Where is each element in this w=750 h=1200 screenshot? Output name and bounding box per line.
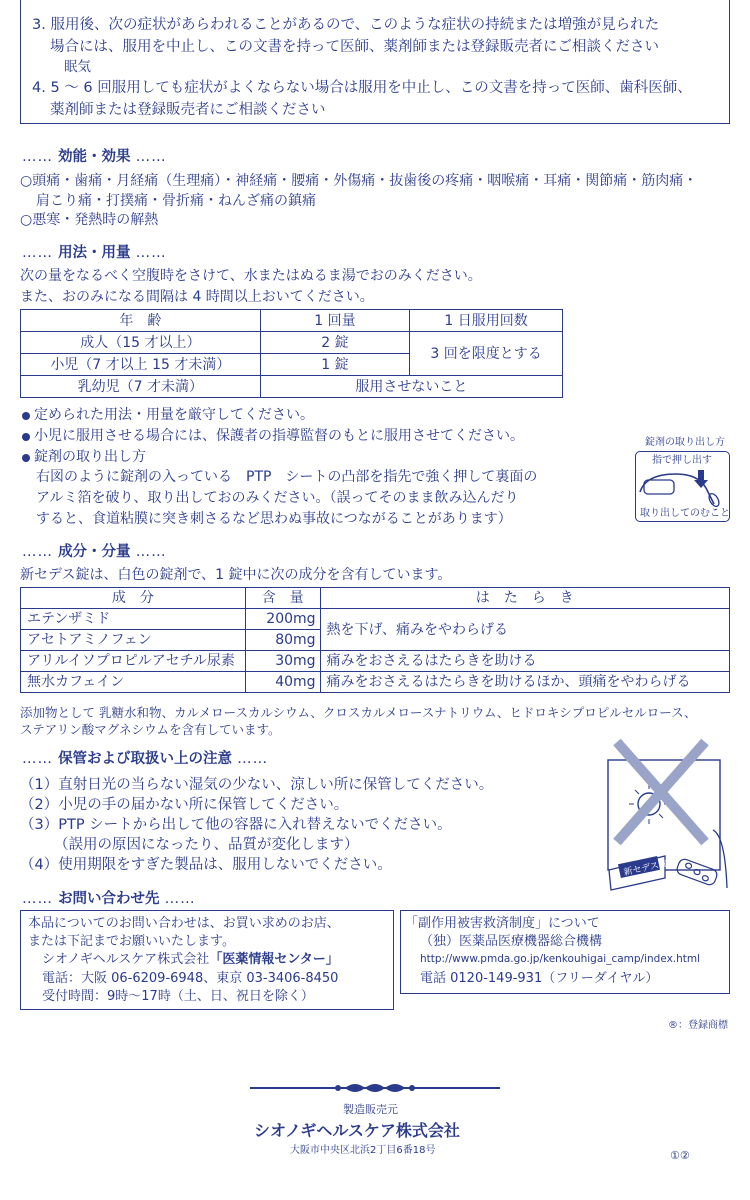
storage-heading: …… 保管および取扱い上の注意 ……: [22, 751, 269, 767]
ingredients-header-effect: は た ら き: [320, 588, 729, 609]
ingredient-effect: 痛みをおさえるはたらきを助けるほか、頭痛をやわらげる: [320, 672, 729, 693]
ingredient-amount: 200mg: [245, 609, 320, 630]
bullet-icon: [22, 412, 30, 420]
ingredients-intro: 新セデス錠は、白色の錠剤で、1 錠中に次の成分を含有しています。: [20, 567, 452, 583]
contact-left-line3: シオノギヘルスケア株式会社「医薬情報センター」: [42, 952, 339, 967]
efficacy-line2: 肩こり痛・打撲痛・骨折痛・ねんざ痛の鎮痛: [36, 193, 316, 209]
dosage-note-2: 小児に服用させる場合には、保護者の指導監督のもとに服用させてください。: [34, 428, 524, 444]
ingredients-heading: …… 成分・分量 ……: [22, 544, 167, 560]
dosage-table: [20, 309, 563, 398]
dosage-note-1: 定められた用法・用量を厳守してください。: [34, 407, 314, 423]
footer-role: 製造販売元: [343, 1103, 398, 1116]
dosage-intro-2: また、おのみになる間隔は 4 時間以上おいてください。: [20, 289, 374, 305]
dosage-header-dose: 1 回量: [260, 310, 409, 332]
ptp-step-2: 取り出してのむこと: [640, 508, 730, 519]
efficacy-heading: …… 効能・効果 ……: [22, 149, 167, 165]
storage-item-2: （2）小児の手の届かない所に保管してください。: [20, 797, 349, 813]
warning-item-3-line2: 場合には、服用を中止し、この文書を持って医師、薬剤師または登録販売者にご相談ください: [50, 39, 659, 55]
ingredient-name: 無水カフェイン: [21, 672, 246, 693]
dosage-header-daily: 1 日服用回数: [410, 310, 563, 332]
warning-item-4-line2: 薬剤師または登録販売者にご相談ください: [50, 102, 326, 118]
bullet-icon: [22, 433, 30, 441]
contact-right-phone: 電話 0120-149-931（フリーダイヤル）: [420, 971, 659, 986]
dosage-note-3: 錠剤の取り出し方: [34, 449, 146, 465]
dosage-header-age: 年 齢: [21, 310, 261, 332]
ingredient-name: アセトアミノフェン: [21, 630, 246, 651]
contact-left-line1: 本品についてのお問い合わせは、お買い求めのお店、: [28, 916, 340, 931]
storage-item-4: （4）使用期限をすぎた製品は、服用しないでください。: [20, 857, 392, 873]
ingredient-amount: 80mg: [245, 630, 320, 651]
efficacy-line1: ○頭痛・歯痛・月経痛（生理痛）・神経痛・腰痛・外傷痛・抜歯後の疼痛・咽喉痛・耳痛・関節痛・筋肉痛・: [20, 173, 698, 189]
ornament-divider-icon: [250, 1080, 500, 1096]
storage-illustration-icon: [605, 738, 735, 898]
trademark-note: ®：登録商標: [668, 1020, 728, 1031]
storage-item-3-note: （誤用の原因になったり、品質が変化します）: [54, 837, 359, 853]
dosage-heading: …… 用法・用量 ……: [22, 245, 167, 261]
ingredients-header-amount: 含 量: [245, 588, 320, 609]
warning-item-3-line1: 3. 服用後、次の症状があらわれることがあるので、このような症状の持続または増強が見られた: [32, 17, 660, 33]
dosage-intro-1: 次の量をなるべく空腹時をさけて、水またはぬるま湯でおのみください。: [20, 268, 482, 284]
ingredients-header-name: 成 分: [21, 588, 246, 609]
dosage-howto-3: すると、食道粘膜に突き刺さるなど思わぬ事故につながることがあります）: [36, 511, 512, 527]
dosage-infant-note: 服用させないこと: [260, 376, 562, 398]
contact-right-line2: （独）医薬品医療機器総合機構: [420, 934, 603, 949]
ingredient-amount: 30mg: [245, 651, 320, 672]
contact-right-line1: 「副作用被害救済制度」について: [405, 916, 600, 931]
ingredient-name: エテンザミド: [21, 609, 246, 630]
dosage-age-adult: 成人（15 才以上）: [21, 332, 261, 354]
storage-item-1: （1）直射日光の当らない湿気の少ない、涼しい所に保管してください。: [20, 777, 494, 793]
bullet-icon: [22, 454, 30, 462]
ingredient-effect: 痛みをおさえるはたらきを助ける: [320, 651, 729, 672]
contact-left-phone: 電話：大阪 06-6209-6948、東京 03-3406-8450: [42, 971, 339, 986]
ingredient-amount: 40mg: [245, 672, 320, 693]
dosage-howto-2: アルミ箔を破り、取り出しておのみください。（誤ってそのまま飲み込んだり: [36, 490, 519, 506]
dosage-howto-1: 右図のように錠剤の入っている PTP シートの凸部を指先で強く押して裏面の: [36, 469, 538, 485]
contact-right-url: http://www.pmda.go.jp/kenkouhigai_camp/index.html: [420, 953, 701, 965]
contact-left-line2: または下記までお願いいたします。: [28, 934, 235, 949]
efficacy-line3: ○悪寒・発熱時の解熱: [20, 212, 159, 228]
warning-item-4-line1: 4. 5 ～ 6 回服用しても症状がよくならない場合は服用を中止し、この文書を持って医師、歯科医師、: [32, 80, 692, 96]
ptp-figure: [635, 451, 730, 522]
ingredients-table: [20, 587, 730, 693]
footer-company: シオノギヘルスケア株式会社: [254, 1121, 460, 1140]
dosage-dose-child: 1 錠: [260, 354, 409, 376]
additives-line2: ステアリン酸マグネシウムを含有しています。: [20, 722, 281, 737]
dosage-age-infant: 乳幼児（7 才未満）: [21, 376, 261, 398]
additives-line1: 添加物として 乳糖水和物、カルメロースカルシウム、クロスカルメロースナトリウム、ヒドロキシプロピルセルロース、: [20, 705, 697, 720]
warning-symptom: 眠気: [64, 59, 91, 75]
ingredient-name: アリルイソプロピルアセチル尿素: [21, 651, 246, 672]
ptp-figure-title: 錠剤の取り出し方: [645, 437, 725, 448]
contact-heading: …… お問い合わせ先 ……: [22, 891, 196, 907]
dosage-daily-limit: 3 回を限度とする: [410, 332, 563, 376]
ingredient-effect-shared: 熱を下げ、痛みをやわらげる: [320, 609, 729, 651]
box-label: 新セデス錠: [622, 859, 669, 879]
footer-code: ①②: [670, 1149, 690, 1162]
contact-left-hours: 受付時間：9時～17時（土、日、祝日を除く）: [42, 989, 314, 1004]
dosage-age-child: 小児（7 才以上 15 才未満）: [21, 354, 261, 376]
ptp-step-1: 指で押し出す: [652, 455, 712, 466]
footer-address: 大阪市中央区北浜2丁目6番18号: [290, 1145, 436, 1156]
dosage-dose-adult: 2 錠: [260, 332, 409, 354]
storage-item-3: （3）PTP シートから出して他の容器に入れ替えないでください。: [20, 817, 452, 833]
